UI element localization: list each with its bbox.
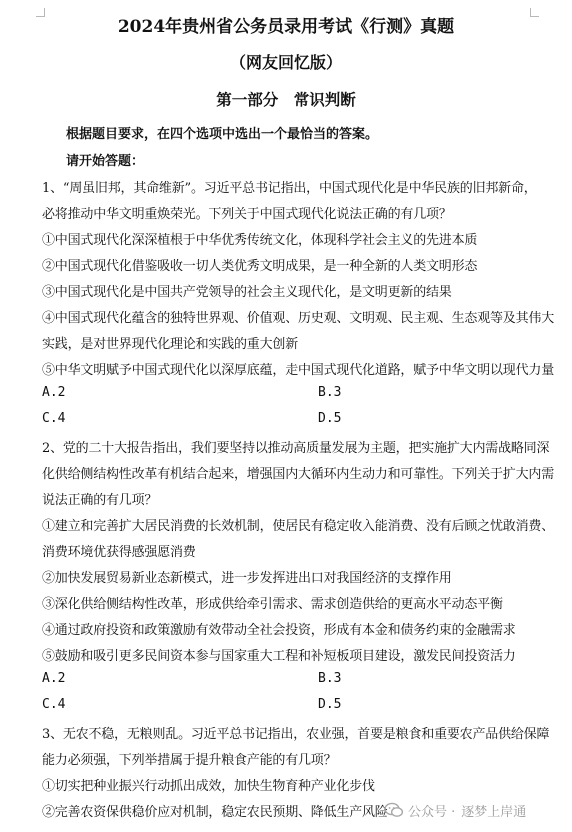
q2-option-b: B.3: [318, 671, 342, 686]
q2-item: ③深化供给侧结构性改革，形成供给牵引需求、需求创造供给的更高水平动态平衡: [42, 597, 503, 612]
q3-item: ①切实把种业振兴行动抓出成效，加快生物育种产业化步伐: [42, 779, 375, 794]
watermark-label: 公众号 ·: [408, 804, 456, 820]
document-subtitle: （网友回忆版）: [229, 53, 342, 72]
q1-item: ①中国式现代化深深植根于中华优秀传统文化，体现科学社会主义的先进本质: [42, 233, 478, 248]
q2-item: ④通过政府投资和政策激励有效带动全社会投资，形成有本金和债务约束的金融需求: [42, 623, 516, 638]
q3-item: ②完善农资保供稳价应对机制，稳定农民预期、降低生产风险: [42, 805, 388, 820]
q2-item: ②加快发展贸易新业态新模式，进一步发挥进出口对我国经济的支撑作用: [42, 571, 452, 586]
part-title: 第一部分 常识判断: [216, 90, 356, 109]
q1-option-d: D.5: [318, 411, 342, 426]
q1-stem-line: 1、“周虽旧邦，其命维新”。习近平总书记指出，中国式现代化是中华民族的旧邦新命，: [42, 181, 537, 196]
q2-stem-line: 2、党的二十大报告指出，我们要坚持以推动高质量发展为主题，把实施扩大内需战略同深: [42, 441, 550, 456]
q1-item: ⑤中华文明赋予中国式现代化以深厚底蕴，走中国式现代化道路，赋予中华文明以现代力量: [42, 363, 555, 378]
watermark-account-name: 逐梦上岸通: [461, 804, 527, 820]
q2-item: ①建立和完善扩大居民消费的长效机制，使居民有稳定收入能消费、没有后顾之忧敢消费、: [42, 519, 555, 534]
q3-stem-line: 3、无农不稳，无粮则乱。习近平总书记指出，农业强，首要是粮食和重要农产品供给保障: [42, 727, 550, 742]
q1-option-a: A.2: [42, 385, 66, 400]
document-title: 2024年贵州省公务员录用考试《行测》真题: [117, 17, 455, 37]
q2-item: ⑤鼓励和吸引更多民间资本参与国家重大工程和补短板项目建设，激发民间投资活力: [42, 649, 516, 664]
q2-stem-line: 化供给侧结构性改革有机结合起来，增强国内大循环内生动力和可靠性。下列关于扩大内需: [42, 467, 555, 482]
q1-item: ③中国式现代化是中国共产党领导的社会主义现代化，是文明更新的结果: [42, 285, 452, 300]
q2-item: 消费环境优获得感强愿消费: [42, 545, 196, 560]
q1-item: 实践，是对世界现代化理论和实践的重大创新: [42, 337, 299, 352]
q1-item: ④中国式现代化蕴含的独特世界观、价值观、历史观、文明观、民主观、生态观等及其伟大: [42, 311, 555, 326]
q2-stem-line: 说法正确的有几项？: [42, 493, 158, 508]
instruction-text: 根据题目要求，在四个选项中选出一个最恰当的答案。: [66, 127, 379, 142]
watermark: [384, 797, 526, 823]
q2-option-c: C.4: [42, 697, 66, 712]
wechat-official-account-icon: [384, 801, 404, 819]
q1-stem-line: 必将推动中华文明重焕荣光。下列关于中国式现代化说法正确的有几项？: [42, 207, 452, 222]
q1-item: ②中国式现代化借鉴吸收一切人类优秀文明成果，是一种全新的人类文明形态: [42, 259, 478, 274]
q2-option-a: A.2: [42, 671, 66, 686]
q1-option-c: C.4: [42, 411, 66, 426]
q2-option-d: D.5: [318, 697, 342, 712]
start-prompt: 请开始答题：: [66, 154, 145, 169]
q3-stem-line: 能力必须强，下列举措属于提升粮食产能的有几项？: [42, 753, 337, 768]
q1-option-b: B.3: [318, 385, 342, 400]
